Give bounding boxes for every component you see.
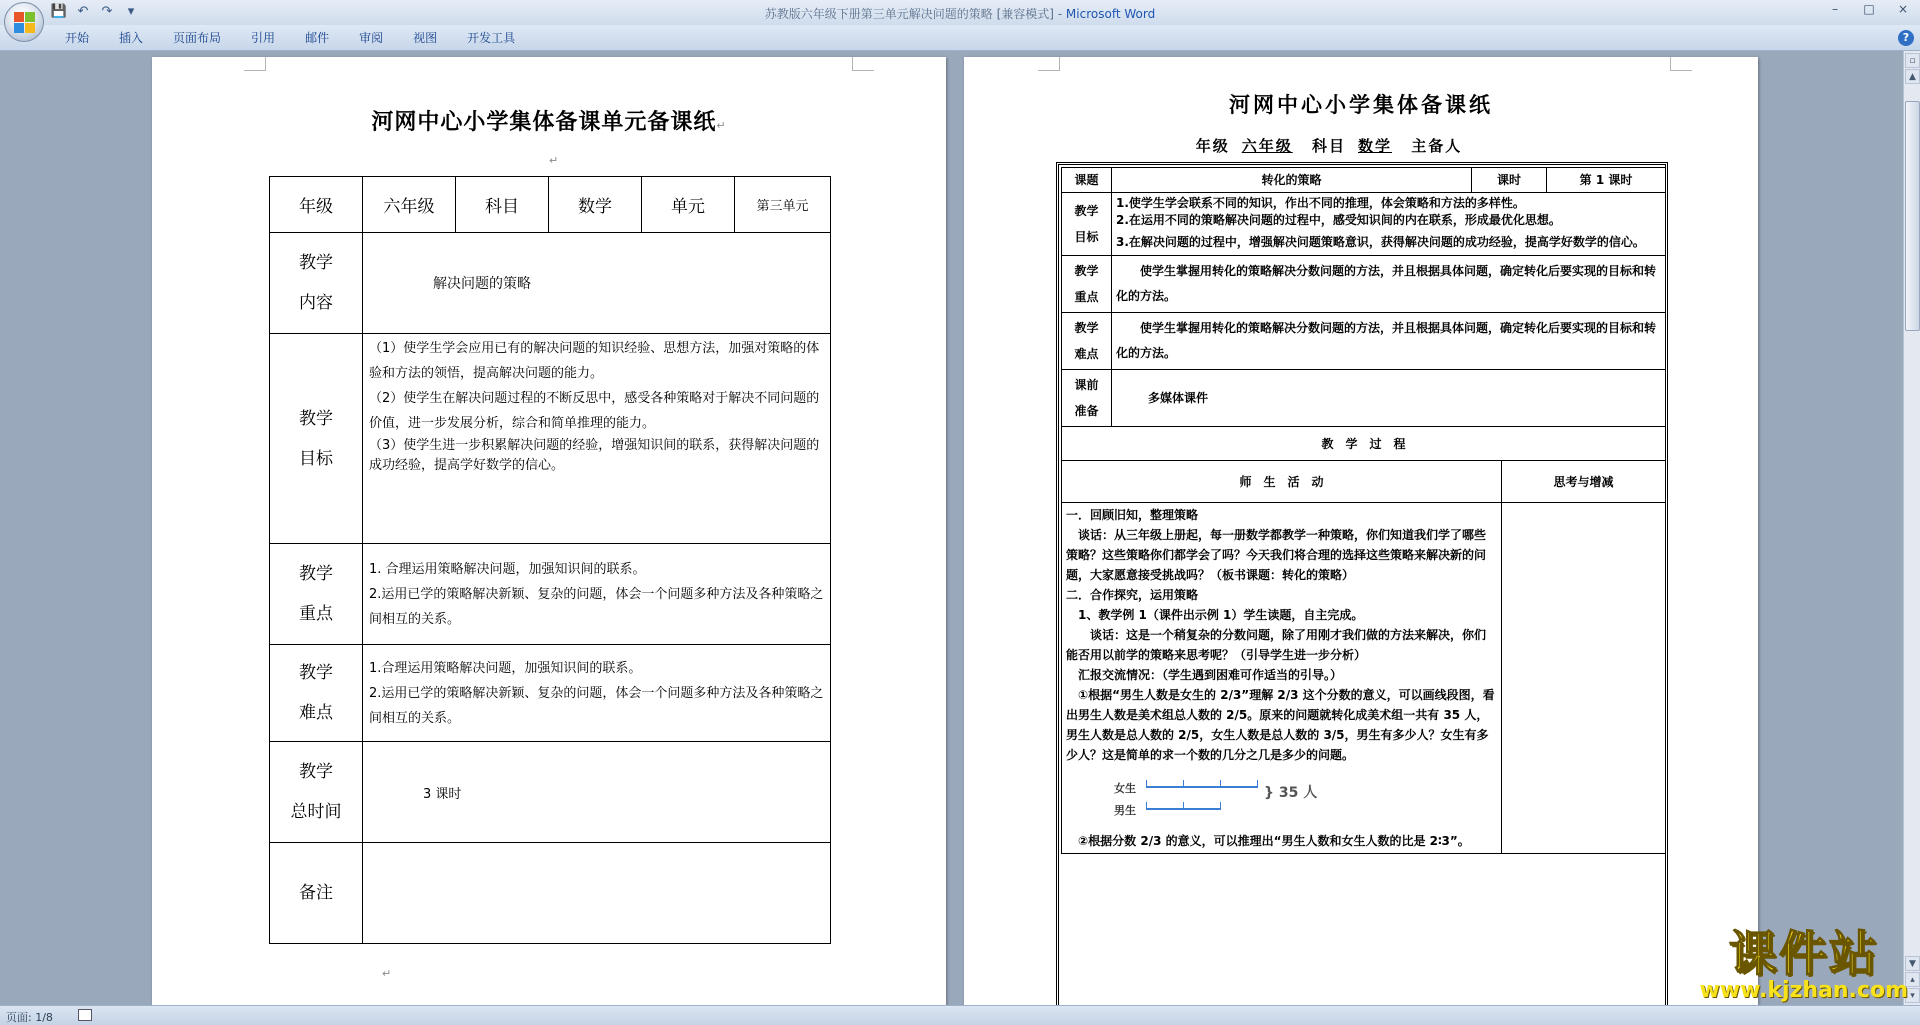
key-point-value: 使学生掌握用转化的策略解决分数问题的方法，并且根据具体问题，确定转化后要实现的目标和转化的方法。: [1112, 256, 1666, 313]
total-time-label: [270, 742, 363, 843]
window-title: [0, 5, 1920, 22]
line-segment-diagram: [1066, 769, 1497, 831]
document-area: [0, 51, 1903, 1005]
label-line: 重点: [1074, 290, 1099, 304]
table-row: [1062, 256, 1666, 313]
ruler-toggle-icon[interactable]: ▫: [1905, 53, 1920, 68]
page-title-text: 河网中心小学集体备课单元备课纸: [371, 110, 717, 135]
process-line: 1、教学例 1（课件出示例 1）学生读题，自主完成。: [1066, 608, 1364, 622]
table-row: [1062, 313, 1666, 370]
office-button[interactable]: [4, 2, 44, 42]
total-time-value: 3 课时: [363, 742, 831, 843]
preparer-label: 主备人: [1411, 137, 1463, 155]
tab-developer[interactable]: 开发工具: [467, 31, 516, 45]
grade-label: 年级: [1195, 137, 1230, 155]
app-name: Microsoft Word: [1065, 7, 1156, 21]
label-line: 准备: [1074, 404, 1099, 418]
subject-value: 数学: [549, 177, 642, 233]
prep-value: 多媒体课件: [1112, 370, 1666, 427]
scroll-up-icon[interactable]: ▲: [1905, 69, 1920, 84]
tab-mailings[interactable]: 邮件: [305, 31, 330, 45]
segment-tick: [1220, 780, 1221, 787]
content-value: 解决问题的策略: [363, 233, 831, 334]
table-row: [270, 742, 831, 843]
goal-item: 3.在解决问题的过程中，增强解决问题策略意识，获得解决问题的成功经验，提高学好数学的信心。: [1116, 235, 1645, 249]
label-line: 教学: [299, 762, 333, 782]
tab-view[interactable]: 视图: [413, 31, 438, 45]
window-controls: [1818, 0, 1920, 20]
process-line: ①根据“男生人数是女生的 2/3”理解 2/3 这个分数的意义，可以画线段图，看出男生人数是美术组总人数的 2/5。原来的问题就转化成美术组一共有 35 人，男生人数是总人数的 2/5，女生人数是总人数的 3/5，男生有多少人？女生有多少人？这是简单的求一个数的几分之几是多少的问题。: [1066, 688, 1495, 762]
difficulty-item: 1.合理运用策略解决问题，加强知识间的联系。: [369, 660, 642, 676]
paragraph-mark: ↵: [716, 119, 727, 132]
tab-page-layout[interactable]: 页面布局: [173, 31, 222, 45]
table-row: [1062, 168, 1666, 193]
prev-page-icon[interactable]: ▴: [1905, 972, 1920, 987]
goals-label: [1062, 193, 1112, 256]
key-point-item: 1. 合理运用策略解决问题，加强知识间的联系。: [369, 561, 646, 577]
goal-item: 1.使学生学会联系不同的知识，作出不同的推理，体会策略和方法的多样性。: [1116, 196, 1525, 210]
label-line: 总时间: [290, 802, 342, 822]
table-row: [1062, 461, 1666, 503]
label-line: 内容: [299, 293, 333, 313]
process-line: 汇报交流情况：（学生遇到困难可作适当的引导。）: [1066, 668, 1343, 682]
page-title: [152, 105, 946, 136]
scrollbar-thumb[interactable]: [1905, 101, 1920, 331]
grade-value: 六年级: [1241, 137, 1293, 155]
save-icon[interactable]: 💾: [50, 4, 68, 19]
label-line: 目标: [1074, 230, 1099, 244]
label-line: 目标: [299, 448, 333, 469]
process-line: 二．合作探究，运用策略: [1066, 588, 1199, 602]
redo-icon[interactable]: ↷: [101, 4, 113, 19]
table-row: [270, 334, 831, 544]
page-corner-mark: [1038, 57, 1060, 71]
period-value: 第 1 课时: [1547, 168, 1666, 193]
topic-label: 课题: [1062, 168, 1112, 193]
segment-tick: [1146, 780, 1147, 787]
goals-value: [363, 334, 831, 544]
subject-label: 科目: [1311, 137, 1346, 155]
process-heading: 教 学 过 程: [1062, 427, 1666, 461]
process-line: ②根据分数 2/3 的意义，可以推理出“男生人数和女生人数的比是 2∶3”。: [1066, 834, 1470, 848]
label-line: 教学: [299, 663, 333, 683]
notes-value: [363, 843, 831, 944]
key-points-value: [363, 544, 831, 645]
grade-value: 六年级: [363, 177, 456, 233]
unit-value: 第三单元: [735, 177, 831, 233]
goals-value: [1112, 193, 1666, 256]
tab-insert[interactable]: 插入: [119, 31, 144, 45]
goals-label: [270, 334, 363, 544]
segment-tick: [1257, 780, 1258, 787]
lesson-plan-frame: [1056, 162, 1668, 1005]
undo-icon[interactable]: ↶: [77, 4, 89, 19]
unit-plan-table: [269, 176, 831, 944]
boys-label: 男生: [1114, 804, 1136, 817]
label-line: 难点: [1074, 347, 1099, 361]
tab-home[interactable]: 开始: [65, 31, 90, 45]
difficulty-value: 使学生掌握用转化的策略解决分数问题的方法，并且根据具体问题，确定转化后要实现的目标和转化的方法。: [1112, 313, 1666, 370]
segment-tick: [1220, 802, 1221, 809]
subject-value: 数学: [1358, 137, 1393, 155]
label-line: 教学: [299, 253, 333, 273]
help-icon[interactable]: ?: [1898, 30, 1914, 46]
difficulty-label: [1062, 313, 1112, 370]
tab-review[interactable]: 审阅: [359, 31, 384, 45]
grade-label: 年级: [270, 177, 363, 233]
page-corner-mark: [852, 57, 874, 71]
minimize-button[interactable]: –: [1832, 2, 1838, 16]
status-bar: [0, 1005, 1920, 1025]
segment-tick: [1183, 802, 1184, 809]
maximize-button[interactable]: □: [1863, 2, 1875, 16]
scroll-down-icon[interactable]: ▼: [1905, 956, 1920, 971]
period-label: 课时: [1472, 168, 1547, 193]
table-row: [1062, 370, 1666, 427]
table-row: [270, 645, 831, 742]
key-point-label: [1062, 256, 1112, 313]
label-line: 教学: [299, 408, 333, 429]
vertical-scrollbar[interactable]: [1903, 51, 1920, 1005]
subject-label: 科目: [456, 177, 549, 233]
difficulties-value: [363, 645, 831, 742]
label-line: 教学: [1074, 264, 1099, 278]
page-indicator[interactable]: 页面: 1/8: [6, 1011, 53, 1024]
prep-label: [1062, 370, 1112, 427]
page-corner-mark: [244, 57, 266, 71]
tab-references[interactable]: 引用: [251, 31, 276, 45]
table-row: [270, 177, 831, 233]
activity-heading: 师 生 活 动: [1062, 461, 1502, 503]
label-line: 课前: [1074, 378, 1099, 392]
next-page-icon[interactable]: ▾: [1905, 988, 1920, 1003]
girls-label: 女生: [1114, 782, 1136, 795]
process-line: 谈话：这是一个稍复杂的分数问题，除了用刚才我们做的方法来解决，你们能否用以前学的策略来思考呢？（引导学生进一步分析）: [1066, 628, 1487, 662]
watermark-text: 课件站: [1728, 926, 1879, 982]
preparer-value: [1462, 137, 1526, 155]
qat-more-icon[interactable]: ▾: [127, 4, 135, 19]
ribbon-tabs-bar: [0, 25, 1920, 51]
title-bar: [0, 0, 1920, 25]
segment-tick: [1146, 802, 1147, 809]
difficulties-label: [270, 645, 363, 742]
office-logo-icon: [14, 12, 36, 34]
goal-item: （3）使学生进一步积累解决问题的经验，增强知识间的联系，获得解决问题的成功经验，提高学好数学的信心。: [369, 438, 820, 473]
page-1: [152, 57, 946, 1005]
paragraph-mark: ↵: [549, 154, 559, 167]
girls-segment: [1146, 786, 1258, 788]
lesson-info-line: [964, 135, 1758, 156]
unit-label: 单元: [642, 177, 735, 233]
document-title: 苏教版六年级下册第三单元解决问题的策略 [兼容模式] -: [764, 7, 1066, 21]
paragraph-mark: ↵: [382, 967, 392, 980]
key-point-item: 2.运用已学的策略解决新颖、复杂的问题，体会一个问题多种方法及各种策略之间相互的关系。: [369, 586, 824, 627]
label-line: 教学: [1074, 204, 1099, 218]
label-line: 教学: [1074, 321, 1099, 335]
key-points-label: [270, 544, 363, 645]
label-line: 重点: [299, 604, 333, 624]
table-row: [1062, 427, 1666, 461]
difficulty-item: 2.运用已学的策略解决新颖、复杂的问题，体会一个问题多种方法及各种策略之间相互的关系。: [369, 685, 824, 726]
goal-item: （1）使学生学会应用已有的解决问题的知识经验、思想方法，加强对策略的体验和方法的领悟，提高解决问题的能力。: [369, 341, 820, 381]
page-corner-mark: [1670, 57, 1692, 71]
table-row: [270, 843, 831, 944]
proofing-icon[interactable]: [78, 1009, 92, 1021]
close-button[interactable]: ×: [1897, 2, 1909, 16]
goal-item: （2）使学生在解决问题过程的不断反思中，感受各种策略对于解决不同问题的价值，进一步发展分析，综合和简单推理的能力。: [369, 391, 820, 431]
content-label: [270, 233, 363, 334]
watermark-url: www.kjzhan.com: [1699, 978, 1908, 1003]
table-row: [1062, 503, 1666, 854]
lesson-plan-table: [1061, 167, 1666, 854]
reflection-content: [1502, 503, 1666, 854]
table-row: [270, 233, 831, 334]
table-row: [1062, 193, 1666, 256]
notes-label: 备注: [270, 843, 363, 944]
label-line: 教学: [299, 564, 333, 584]
process-line: 一．回顾旧知，整理策略: [1066, 508, 1199, 522]
topic-value: 转化的策略: [1112, 168, 1472, 193]
watermark: [1699, 926, 1908, 1003]
page-2: [964, 57, 1758, 1005]
total-label: } 35 人: [1264, 785, 1318, 801]
label-line: 难点: [299, 703, 333, 723]
segment-tick: [1183, 780, 1184, 787]
table-row: [270, 544, 831, 645]
goal-item: 2.在运用不同的策略解决问题的过程中，感受知识间的内在联系，形成最优化思想。: [1116, 213, 1561, 227]
process-line: 谈话：从三年级上册起，每一册数学都教学一种策略，你们知道我们学了哪些策略？这些策略你们都学会了吗？今天我们将合理的选择这些策略来解决新的问题，大家愿意接受挑战吗？（板书课题：转化的策略）: [1066, 528, 1487, 582]
page-title: 河网中心小学集体备课纸: [1229, 93, 1493, 117]
process-content: [1062, 503, 1502, 854]
reflection-heading: 思考与增减: [1502, 461, 1666, 503]
